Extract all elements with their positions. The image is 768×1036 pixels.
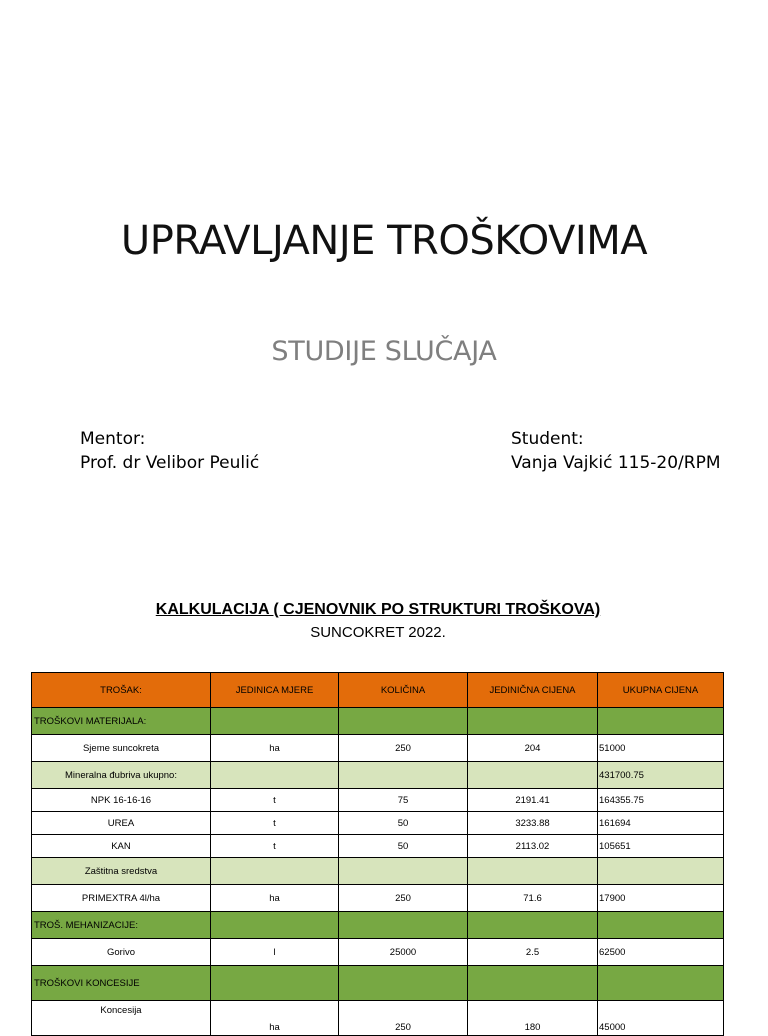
header-cell: TROŠAK: (32, 673, 211, 708)
mentor-label: Mentor: (80, 429, 146, 449)
table-cell: Koncesija (32, 1001, 211, 1036)
table-cell: 431700.75 (598, 762, 724, 789)
table-cell (339, 912, 468, 939)
table-row (32, 735, 724, 762)
student-label: Student: (511, 429, 584, 449)
table-cell: 2113.02 (468, 835, 598, 858)
table-cell (211, 762, 339, 789)
slide-subtitle: STUDIJE SLUČAJA (271, 336, 497, 367)
header-cell: KOLIČINA (339, 673, 468, 708)
table-cell: 164355.75 (598, 789, 724, 812)
table-cell: 50 (339, 835, 468, 858)
calculation-subtitle: SUNCOKRET 2022. (310, 624, 446, 641)
table-cell: NPK 16-16-16 (32, 789, 211, 812)
table-cell: 71.6 (468, 885, 598, 912)
student-block (511, 427, 721, 475)
table-cell: ha (211, 735, 339, 762)
table-cell (211, 912, 339, 939)
table-cell: t (211, 812, 339, 835)
table-cell: Sjeme suncokreta (32, 735, 211, 762)
table-cell: 2191.41 (468, 789, 598, 812)
table-cell (339, 762, 468, 789)
table-row-section (32, 912, 724, 939)
table-cell (598, 858, 724, 885)
table-cell: 250 (339, 885, 468, 912)
calculation-page (0, 560, 768, 1033)
table-row-subsection (32, 762, 724, 789)
table-cell: TROŠKOVI KONCESIJE (32, 966, 211, 1001)
cost-table (31, 672, 724, 1036)
calculation-title: KALKULACIJA ( CJENOVNIK PO STRUKTURI TROŠKOVA) (155, 601, 601, 618)
table-cell: 161694 (598, 812, 724, 835)
table-cell: 204 (468, 735, 598, 762)
table-cell: 75 (339, 789, 468, 812)
table-row (32, 1001, 724, 1036)
table-cell: 180 (468, 1001, 598, 1036)
table-cell: Zaštitna sredstva (32, 858, 211, 885)
table-row (32, 939, 724, 966)
table-header-row (32, 673, 724, 708)
table-cell: 50 (339, 812, 468, 835)
mentor-name: Prof. dr Velibor Peulić (80, 453, 260, 473)
table-cell: 105651 (598, 835, 724, 858)
table-cell: Gorivo (32, 939, 211, 966)
table-cell: 25000 (339, 939, 468, 966)
table-cell (339, 966, 468, 1001)
table-cell (339, 708, 468, 735)
table-cell: 3233.88 (468, 812, 598, 835)
table-cell: KAN (32, 835, 211, 858)
slide-title: UPRAVLJANJE TROŠKOVIMA (120, 218, 648, 264)
table-cell: UREA (32, 812, 211, 835)
header-cell: JEDINICA MJERE (211, 673, 339, 708)
table-row (32, 885, 724, 912)
table-cell: TROŠKOVI MATERIJALA: (32, 708, 211, 735)
table-cell (211, 858, 339, 885)
table-row-section (32, 708, 724, 735)
table-cell: t (211, 789, 339, 812)
table-cell (468, 966, 598, 1001)
table-cell: ha (211, 1001, 339, 1036)
table-row-section (32, 966, 724, 1001)
table-cell: TROŠ. MEHANIZACIJE: (32, 912, 211, 939)
table-cell (211, 708, 339, 735)
table-cell: 2.5 (468, 939, 598, 966)
table-cell: 45000 (598, 1001, 724, 1036)
table-row-subsection (32, 858, 724, 885)
table-cell: 51000 (598, 735, 724, 762)
table-cell (339, 858, 468, 885)
table-cell (598, 912, 724, 939)
table-row (32, 789, 724, 812)
table-cell: 250 (339, 735, 468, 762)
table-cell: 17900 (598, 885, 724, 912)
table-cell: Mineralna đubriva ukupno: (32, 762, 211, 789)
table-cell (598, 966, 724, 1001)
table-cell (211, 966, 339, 1001)
table-cell (468, 912, 598, 939)
table-cell: PRIMEXTRA 4l/ha (32, 885, 211, 912)
table-row (32, 835, 724, 858)
table-cell: t (211, 835, 339, 858)
table-cell: 250 (339, 1001, 468, 1036)
table-cell: 62500 (598, 939, 724, 966)
mentor-block (80, 427, 259, 475)
table-cell (598, 708, 724, 735)
table-cell: l (211, 939, 339, 966)
table-cell (468, 762, 598, 789)
header-cell: UKUPNA CIJENA (598, 673, 724, 708)
table-cell (468, 858, 598, 885)
table-row (32, 812, 724, 835)
header-cell: JEDINIČNA CIJENA (468, 673, 598, 708)
table-cell (468, 708, 598, 735)
student-name: Vanja Vajkić 115-20/RPM (511, 453, 721, 473)
table-cell: ha (211, 885, 339, 912)
